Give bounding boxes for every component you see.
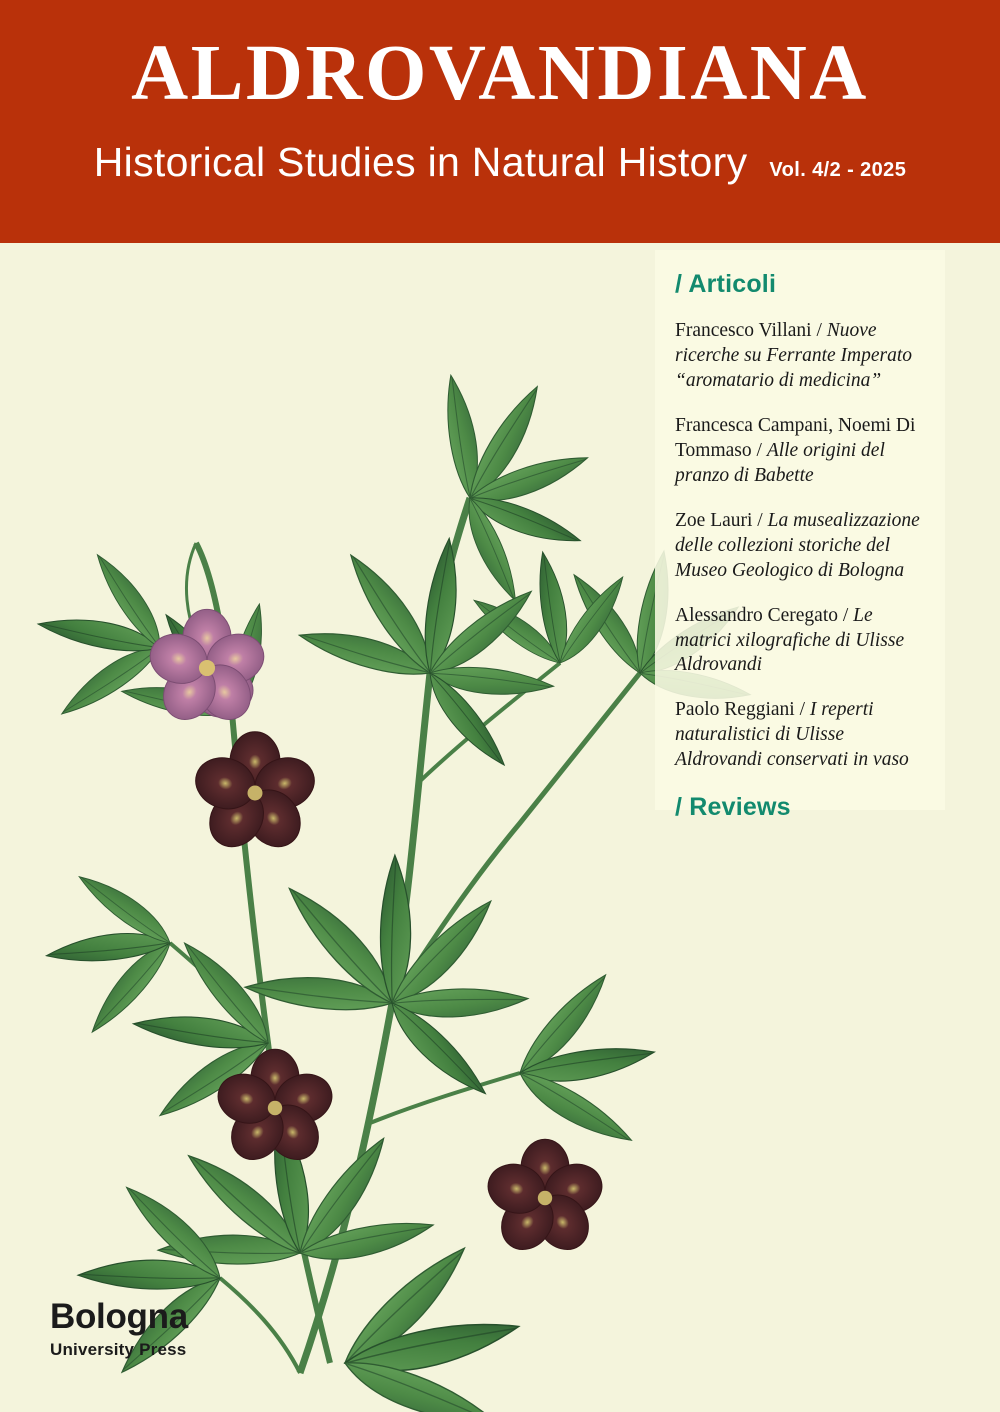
toc-separator: / xyxy=(838,604,854,626)
journal-subtitle: Historical Studies in Natural History xyxy=(93,139,748,185)
toc-entry[interactable] xyxy=(675,319,923,394)
toc-entry[interactable] xyxy=(675,509,923,584)
toc-entry[interactable] xyxy=(675,414,923,489)
toc-title: I reperti naturalistici di Ulisse Aldrovandi conservati in vaso xyxy=(675,699,909,771)
journal-title: ALDROVANDIANA xyxy=(131,30,869,117)
toc-author: Alessandro Ceregato xyxy=(675,604,838,626)
toc-author: Paolo Reggiani xyxy=(675,699,795,721)
publisher-name: University Press xyxy=(50,1340,187,1359)
table-of-contents xyxy=(655,250,945,822)
toc-title: Le matrici xilografiche di Ulisse Aldrovandi xyxy=(675,604,905,676)
toc-author: Zoe Lauri xyxy=(675,509,753,531)
volume-issue-label: Vol. 4/2 - 2025 xyxy=(769,159,907,181)
toc-separator: / xyxy=(752,509,768,531)
toc-list xyxy=(675,319,923,773)
toc-author: Francesco Villani xyxy=(675,320,812,341)
toc-title: Alle origini del pranzo di Babette xyxy=(675,439,885,486)
toc-title: La musealizzazione delle collezioni storiche del Museo Geologico di Bologna xyxy=(675,509,920,581)
toc-entry[interactable] xyxy=(675,604,923,679)
toc-separator: / xyxy=(794,699,810,721)
toc-separator: / xyxy=(811,320,827,341)
section-heading-articoli: / Articoli xyxy=(675,270,777,298)
publisher-city: Bologna xyxy=(50,1297,188,1336)
section-heading-reviews: / Reviews xyxy=(675,793,791,822)
toc-author: Francesca Campani, Noemi Di Tommaso xyxy=(675,414,916,461)
cover-header xyxy=(0,0,1000,243)
toc-title: Nuove ricerche su Ferrante Imperato “aromatario di medicina” xyxy=(675,320,913,391)
toc-entry[interactable] xyxy=(675,698,923,773)
subtitle-row xyxy=(60,139,940,186)
toc-separator: / xyxy=(751,439,767,461)
publisher-logo xyxy=(50,1299,188,1358)
